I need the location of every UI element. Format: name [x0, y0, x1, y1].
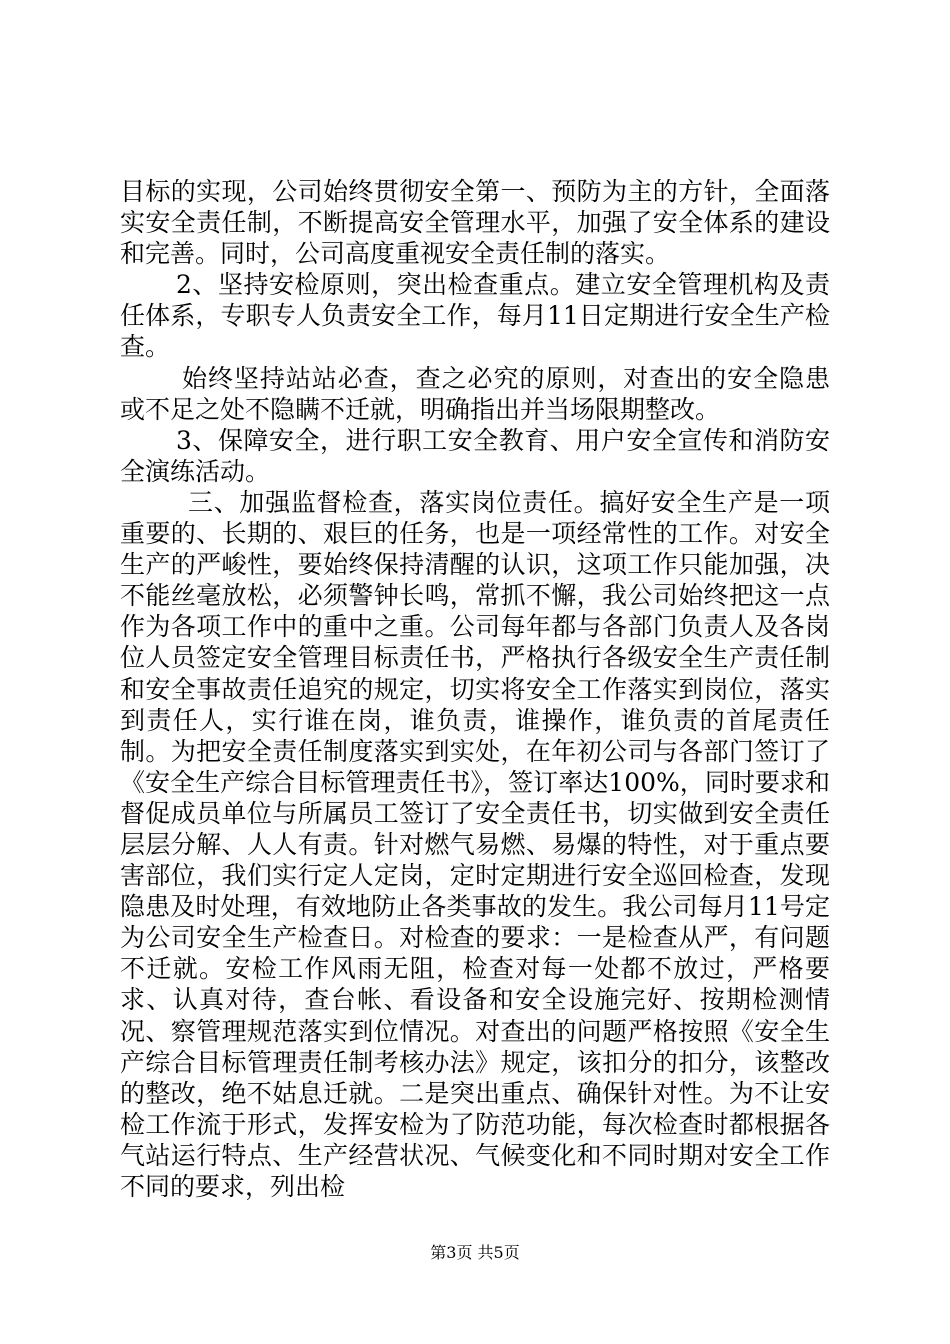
paragraph-1: 目标的实现，公司始终贯彻安全第一、预防为主的方针，全面落实安全责任制，不断提高安全管理水平，加强了安全体系的建设和完善。同时，公司高度重视安全责任制的落实。: [120, 177, 830, 269]
paragraph-5: 三、加强监督检查，落实岗位责任。搞好安全生产是一项重要的、长期的、艰巨的任务，也是一项经常性的工作。对安全生产的严峻性，要始终保持清醒的认识，这项工作只能加强，决不能丝毫放松，必须警钟长鸣，常抓不懈，我公司始终把这一点作为各项工作中的重中之重。公司每年都与各部门负责人及各岗位人员签定安全管理目标责任书，严格执行各级安全生产责任制和安全事故责任追究的规定，切实将安全工作落实到岗位，落实到责任人，实行谁在岗，谁负责，谁操作，谁负责的首尾责任制。为把安全责任制度落实到实处，在年初公司与各部门签订了《安全生产综合目标管理责任书》，签订率达100%，同时要求和督促成员单位与所属员工签订了安全责任书，切实做到安全责任层层分解、人人有责。针对燃气易燃、易爆的特性，对于重点要害部位，我们实行定人定岗，定时定期进行安全巡回检查，发现隐患及时处理，有效地防止各类事故的发生。我公司每月11号定为公司安全生产检查日。对检查的要求：一是检查从严，有问题不迁就。安检工作风雨无阻，检查对每一处都不放过，严格要求、认真对待，查台帐、看设备和安全设施完好、按期检测情况、察管理规范落实到位情况。对查出的问题严格按照《安全生产综合目标管理责任制考核办法》规定，该扣分的扣分，该整改的整改，绝不姑息迁就。二是突出重点、确保针对性。为不让安检工作流于形式，发挥安检为了防范功能，每次检查时都根据各气站运行特点、生产经营状况、气候变化和不同时期对安全工作不同的要求，列出检: [120, 487, 830, 1201]
page-footer: 第3页 共5页: [430, 1243, 520, 1262]
paragraph-3: 始终坚持站站必查，查之必究的原则，对查出的安全隐患或不足之处不隐瞒不迁就，明确指出并当场限期整改。: [120, 363, 830, 424]
document-body: [120, 176, 830, 1202]
paragraph-4: 3、保障安全，进行职工安全教育、用户安全宣传和消防安全演练活动。: [120, 425, 830, 486]
paragraph-2: 2、坚持安检原则，突出检查重点。建立安全管理机构及责任体系，专职专人负责安全工作，每月11日定期进行安全生产检查。: [120, 270, 830, 362]
